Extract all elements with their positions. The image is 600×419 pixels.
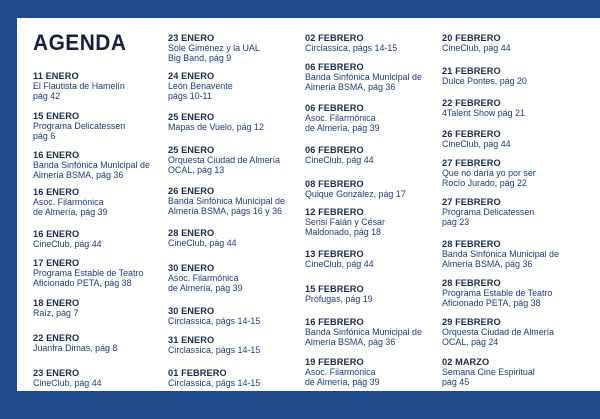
entry-text: CineClub, pág 44 [442,139,511,150]
entry-text: Asoc. Filarmónica de Almería, pág 39 [168,273,243,294]
entry-date: 19 FEBRERO [305,357,364,367]
agenda-entry [305,145,440,165]
entry-date: 25 ENERO [168,145,215,155]
entry-text: El Flautista de Hamelín pág 42 [33,81,125,102]
entry-date: 23 ENERO [168,33,215,43]
entry-text: Circlassica, págs 14-15 [168,316,261,327]
entry-date: 25 ENERO [168,112,215,122]
entry-date: 08 FEBRERO [305,179,364,189]
agenda-entry [305,249,440,269]
agenda-entry [442,129,577,149]
agenda-entry [305,317,440,348]
entry-text: Circlassica, págs 14-15 [305,43,398,54]
entry-text: Quique González, pág 17 [305,189,406,200]
agenda-entry [305,207,440,238]
entry-text: Raíz, pág 7 [33,308,79,319]
entry-text: Banda Sinfónica Municipal de Almería BSMA, pág 36 [305,327,422,348]
entry-text: Banda Sinfónica Municipal de Almería BSMA, pág 36 [33,160,150,181]
entry-date: 06 FEBRERO [305,103,364,113]
agenda-entry [168,112,303,132]
agenda-entry [33,298,168,318]
entry-text: Programa Estable de Teatro Aficionado PETA, pág 38 [33,268,144,289]
page-title: AGENDA [33,30,127,55]
agenda-entry [168,71,303,102]
agenda-entry [168,33,303,64]
entry-date: 16 ENERO [33,187,80,197]
entry-text: CineClub, pág 44 [305,155,374,166]
agenda-entry [33,187,168,218]
entry-date: 15 FEBRERO [305,284,364,294]
entry-text: CineClub, pág 44 [33,239,102,250]
entry-text: CineClub, pág 44 [33,378,102,389]
entry-date: 22 FEBRERO [442,98,501,108]
entry-text: Orquesta Ciudad de Almería OCAL, pág 24 [442,327,554,348]
agenda-entry [442,317,577,348]
agenda-entry [168,263,303,294]
entry-text: Sensi Falán y César Maldonado, pág 18 [305,217,385,238]
entry-date: 30 ENERO [168,263,215,273]
agenda-entry [168,306,303,326]
entry-date: 26 FEBRERO [442,129,501,139]
entry-date: 20 FEBRERO [442,33,501,43]
agenda-entry [442,357,577,388]
agenda-entry [305,357,440,388]
agenda-entry [33,258,168,289]
entry-date: 13 FEBRERO [305,249,364,259]
entry-text: Programa Delicatessen pág 6 [33,121,126,142]
entry-text: Asoc. Filarmónica de Almería, pág 39 [305,113,380,134]
entry-date: 21 FEBRERO [442,66,501,76]
entry-date: 15 ENERO [33,111,80,121]
entry-date: 02 FEBRERO [305,33,364,43]
entry-text: Banda Sinfónica Municipal de Almería BSMA, pág 36 [442,249,559,270]
entry-text: Programa Estable de Teatro Aficionado PETA, pág 38 [442,288,553,309]
entry-text: Circlassica, págs 14-15 [168,345,261,356]
entry-date: 01 FEBRERO [168,368,227,378]
agenda-entry [168,186,303,217]
entry-date: 16 ENERO [33,150,80,160]
agenda-entry [33,333,168,353]
agenda-entry [33,229,168,249]
entry-text: Banda Sinfónica Municipal de Almería BSMA, pág 36 [305,72,422,93]
entry-date: 23 ENERO [33,368,80,378]
agenda-entry [33,111,168,142]
entry-date: 17 ENERO [33,258,80,268]
agenda-entry [33,150,168,181]
entry-date: 11 ENERO [33,71,79,81]
entry-text: Programa Delicatessen pág 23 [442,207,535,228]
entry-text: Banda Sinfónica Municipal de Almería BSMA, págs 16 y 36 [168,196,285,217]
entry-text: Circlassica, págs 14-15 [168,378,261,389]
entry-text: CineClub, pág 44 [168,238,237,249]
agenda-entry [305,62,440,93]
top-band [0,0,600,18]
agenda-entry [442,239,577,270]
entry-text: Juanfra Dimas, pág 8 [33,343,118,354]
entry-date: 26 ENERO [168,186,215,196]
agenda-entry [442,33,577,53]
entry-date: 16 ENERO [33,229,80,239]
agenda-entry [305,284,440,304]
entry-date: 22 ENERO [33,333,80,343]
entry-date: 31 ENERO [168,335,215,345]
agenda-entry [442,66,577,86]
entry-text: Asoc. Filarmónica de Almería, pág 39 [33,197,108,218]
entry-date: 28 FEBRERO [442,239,501,249]
agenda-entry [168,228,303,248]
agenda-entry [305,179,440,199]
entry-date: 24 ENERO [168,71,215,81]
entry-date: 27 FEBRERO [442,197,501,207]
entry-text: Sole Giménez y la UAL Big Band, pág 9 [168,43,260,64]
entry-date: 06 FEBRERO [305,62,364,72]
entry-text: Que no daría yo por ser Rocío Jurado, pág 22 [442,168,536,189]
entry-text: Semana Cine Espiritual pág 45 [442,367,535,388]
entry-text: Mapas de Vuelo, pág 12 [168,122,264,133]
agenda-entry [33,71,168,102]
entry-date: 30 ENERO [168,306,215,316]
agenda-entry [33,368,168,388]
bottom-band [0,391,600,419]
entry-date: 16 FEBRERO [305,317,364,327]
entry-text: Dulce Pontes, pág 20 [442,76,527,87]
agenda-entry [442,197,577,228]
entry-text: Prófugas, pág 19 [305,294,373,305]
agenda-entry [442,98,577,118]
entry-date: 29 FEBRERO [442,317,501,327]
entry-date: 02 MARZO [442,357,490,367]
entry-date: 27 FEBRERO [442,158,501,168]
agenda-entry [168,145,303,176]
entry-text: León Benavente págs 10-11 [168,81,233,102]
entry-text: Asoc. Filarmónica de Almería, pág 39 [305,367,380,388]
agenda-entry [168,368,303,388]
entry-text: CineClub, pág 44 [305,259,374,270]
entry-date: 12 FEBRERO [305,207,364,217]
entry-text: 4Talent Show pág 21 [442,108,525,119]
entry-date: 28 ENERO [168,228,215,238]
agenda-entry [442,158,577,189]
agenda-entry [305,33,440,53]
entry-date: 06 FEBRERO [305,145,364,155]
agenda-entry [168,335,303,355]
entry-text: Orquesta Ciudad de Almería OCAL, pág 13 [168,155,280,176]
entry-text: CineClub, pág 44 [442,43,511,54]
entry-date: 28 FEBRERO [442,278,501,288]
agenda-entry [305,103,440,134]
agenda-entry [442,278,577,309]
entry-date: 18 ENERO [33,298,80,308]
